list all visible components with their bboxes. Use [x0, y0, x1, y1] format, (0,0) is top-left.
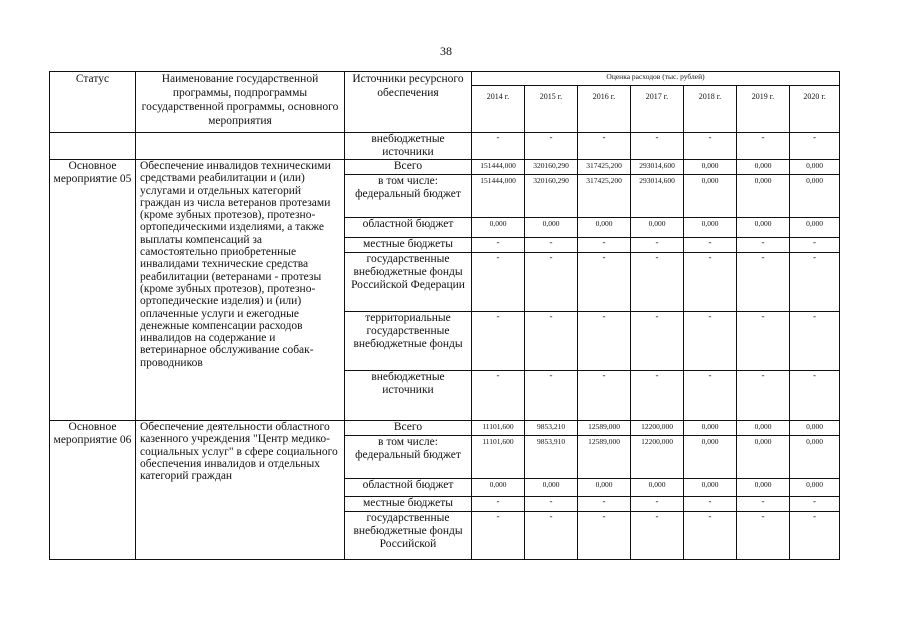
header-year: 2019 г. [737, 86, 790, 133]
value-cell: 0,000 [790, 175, 840, 218]
value-cell: 151444,000 [472, 160, 525, 175]
value-cell: - [578, 133, 631, 160]
value-cell: 9853,210 [525, 421, 578, 436]
value-cell: 317425,200 [578, 175, 631, 218]
value-cell: 0,000 [790, 479, 840, 497]
table-row [50, 421, 840, 436]
header-name: Наименование государственной программы, подпрограммы государственной программы, основного мероприятия [136, 72, 345, 133]
value-cell: 0,000 [737, 160, 790, 175]
value-cell: - [578, 238, 631, 253]
header-year: 2015 г. [525, 86, 578, 133]
value-cell: - [525, 371, 578, 421]
value-cell: 12589,000 [578, 421, 631, 436]
page-number: 38 [440, 44, 452, 58]
value-cell: 0,000 [578, 218, 631, 238]
source-cell: территориальные государственные внебюджетные фонды [345, 312, 472, 371]
value-cell: 0,000 [790, 421, 840, 436]
value-cell: 0,000 [578, 479, 631, 497]
source-cell: внебюджетные источники [345, 371, 472, 421]
source-cell: областной бюджет [345, 479, 472, 497]
value-cell: - [472, 497, 525, 512]
source-cell: в том числе: федеральный бюджет [345, 436, 472, 479]
value-cell: 0,000 [631, 218, 684, 238]
value-cell: 11101,600 [472, 436, 525, 479]
header-status: Статус [50, 72, 136, 133]
value-cell: - [525, 312, 578, 371]
value-cell: - [684, 497, 737, 512]
value-cell: - [631, 312, 684, 371]
value-cell: 0,000 [737, 218, 790, 238]
header-year: 2018 г. [684, 86, 737, 133]
value-cell: 320160,290 [525, 175, 578, 218]
value-cell: - [472, 253, 525, 312]
value-cell: - [578, 497, 631, 512]
value-cell: - [684, 133, 737, 160]
value-cell: - [472, 133, 525, 160]
value-cell: 9853,910 [525, 436, 578, 479]
status-cell: Основное мероприятие 05 [50, 160, 136, 421]
value-cell: - [684, 253, 737, 312]
value-cell: 0,000 [790, 436, 840, 479]
value-cell: - [525, 497, 578, 512]
value-cell: 0,000 [737, 421, 790, 436]
value-cell: - [631, 253, 684, 312]
header-year: 2017 г. [631, 86, 684, 133]
value-cell: - [472, 238, 525, 253]
value-cell: - [737, 253, 790, 312]
value-cell: - [790, 497, 840, 512]
value-cell: 293014,600 [631, 160, 684, 175]
value-cell: - [790, 371, 840, 421]
value-cell: - [790, 238, 840, 253]
value-cell: - [578, 371, 631, 421]
value-cell: 0,000 [525, 479, 578, 497]
value-cell: - [737, 512, 790, 560]
value-cell: 0,000 [790, 218, 840, 238]
value-cell: - [631, 133, 684, 160]
table-row [50, 133, 840, 160]
value-cell: 0,000 [684, 160, 737, 175]
value-cell: 0,000 [684, 218, 737, 238]
value-cell: - [525, 238, 578, 253]
header-sources: Источники ресурсного обеспечения [345, 72, 472, 133]
header-estimate: Оценка расходов (тыс. рублей) [472, 72, 840, 86]
value-cell: 0,000 [737, 479, 790, 497]
value-cell: - [790, 133, 840, 160]
value-cell: 0,000 [472, 479, 525, 497]
value-cell: - [525, 133, 578, 160]
value-cell: - [472, 371, 525, 421]
value-cell: - [472, 512, 525, 560]
source-cell: местные бюджеты [345, 497, 472, 512]
budget-table [49, 71, 840, 560]
source-cell: Всего [345, 421, 472, 436]
source-cell: внебюджетные источники [345, 133, 472, 160]
value-cell: 11101,600 [472, 421, 525, 436]
value-cell: - [578, 253, 631, 312]
value-cell: 0,000 [472, 218, 525, 238]
value-cell: 0,000 [684, 175, 737, 218]
source-cell: в том числе: федеральный бюджет [345, 175, 472, 218]
value-cell: 0,000 [631, 479, 684, 497]
value-cell: - [790, 253, 840, 312]
value-cell: - [631, 238, 684, 253]
value-cell: - [684, 312, 737, 371]
value-cell: - [578, 512, 631, 560]
source-cell: Всего [345, 160, 472, 175]
value-cell: - [684, 371, 737, 421]
value-cell: 0,000 [684, 421, 737, 436]
value-cell: - [684, 512, 737, 560]
status-cell-empty [50, 133, 136, 160]
value-cell: - [472, 312, 525, 371]
status-cell: Основное мероприятие 06 [50, 421, 136, 560]
header-year: 2020 г. [790, 86, 840, 133]
value-cell: 0,000 [525, 218, 578, 238]
value-cell: 317425,200 [578, 160, 631, 175]
value-cell: - [525, 512, 578, 560]
value-cell: 151444,000 [472, 175, 525, 218]
value-cell: - [737, 133, 790, 160]
value-cell: 12200,000 [631, 421, 684, 436]
source-cell: местные бюджеты [345, 238, 472, 253]
header-year: 2016 г. [578, 86, 631, 133]
measure-name-cell: Обеспечение деятельности областного казенного учреждения "Центр медико-социальных услуг" в сфере социального обеспечения инвалидов и отдельных категорий граждан [136, 421, 345, 560]
value-cell: - [578, 312, 631, 371]
value-cell: - [737, 312, 790, 371]
value-cell: - [631, 512, 684, 560]
value-cell: - [631, 371, 684, 421]
value-cell: 320160,290 [525, 160, 578, 175]
source-cell: государственные внебюджетные фонды Российской [345, 512, 472, 560]
value-cell: 0,000 [684, 436, 737, 479]
source-cell: государственные внебюджетные фонды Российской Федерации [345, 253, 472, 312]
value-cell: - [790, 512, 840, 560]
value-cell: - [737, 371, 790, 421]
measure-name-cell: Обеспечение инвалидов техническими средствами реабилитации и (или) услугами и отдельных категорий граждан из числа ветеранов протезами (кроме зубных протезов), протезно-ортопедическими изделиями, а также выплаты компенсаций за самостоятельно приобретенные инвалидами технические средства реабилитации (ветеранами - протезы (кроме зубных протезов), протезно-ортопедические изделия) и (или) оплаченные услуги и ежегодные денежные компенсации расходов инвалидов на содержание и ветеринарное обслуживание собак-проводников [136, 160, 345, 421]
value-cell: 0,000 [790, 160, 840, 175]
value-cell: - [790, 312, 840, 371]
value-cell: 0,000 [684, 479, 737, 497]
value-cell: - [737, 497, 790, 512]
value-cell: - [684, 238, 737, 253]
value-cell: 0,000 [737, 436, 790, 479]
value-cell: - [631, 497, 684, 512]
value-cell: - [737, 238, 790, 253]
value-cell: 12200,000 [631, 436, 684, 479]
source-cell: областной бюджет [345, 218, 472, 238]
value-cell: - [525, 253, 578, 312]
value-cell: 12589,000 [578, 436, 631, 479]
value-cell: 293014,600 [631, 175, 684, 218]
value-cell: 0,000 [737, 175, 790, 218]
header-year: 2014 г. [472, 86, 525, 133]
table-row [50, 160, 840, 175]
name-cell-empty [136, 133, 345, 160]
